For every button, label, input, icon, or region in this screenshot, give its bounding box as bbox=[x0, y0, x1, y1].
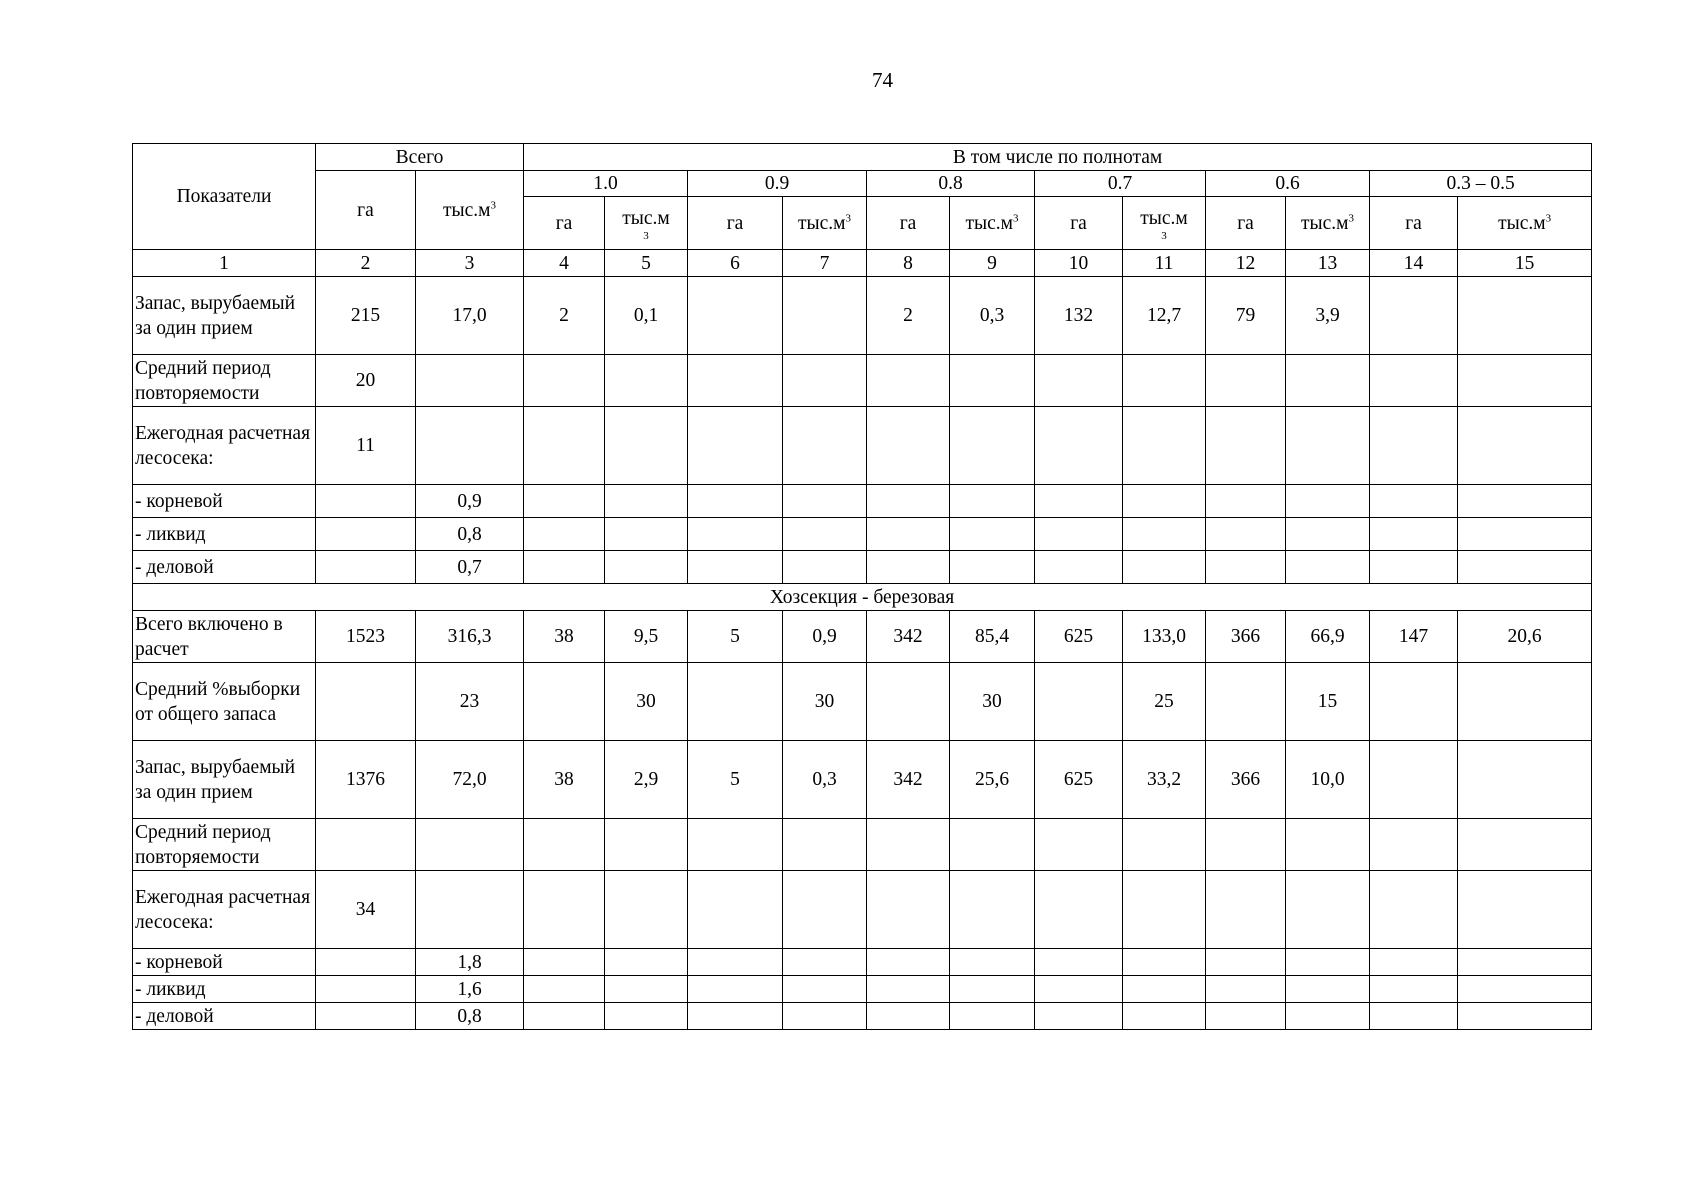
unit-volume-header: тыс.м 3 bbox=[1123, 197, 1206, 250]
unit-ha-header: га bbox=[1035, 197, 1123, 250]
table-cell bbox=[688, 551, 783, 584]
table-cell bbox=[1370, 1003, 1458, 1030]
table-cell: 0,9 bbox=[783, 611, 867, 663]
column-number: 12 bbox=[1206, 250, 1286, 277]
table-cell bbox=[950, 976, 1035, 1003]
table-cell bbox=[688, 407, 783, 485]
table-cell: 133,0 bbox=[1123, 611, 1206, 663]
table-cell bbox=[783, 819, 867, 871]
table-cell bbox=[1206, 355, 1286, 407]
table-cell: 5 bbox=[688, 611, 783, 663]
table-row bbox=[133, 277, 1592, 355]
table-cell: 3,9 bbox=[1286, 277, 1370, 355]
table-cell bbox=[867, 355, 950, 407]
table-cell: 30 bbox=[605, 663, 688, 741]
table-cell bbox=[688, 949, 783, 976]
row-label: Средний %выборки от общего запаса bbox=[133, 663, 316, 741]
table-cell: 33,2 bbox=[1123, 741, 1206, 819]
table-cell bbox=[1035, 663, 1123, 741]
table-cell bbox=[1123, 976, 1206, 1003]
table-cell: 215 bbox=[316, 277, 416, 355]
table-cell bbox=[605, 871, 688, 949]
table-cell bbox=[1286, 355, 1370, 407]
table-cell: 5 bbox=[688, 741, 783, 819]
table-cell: 1376 bbox=[316, 741, 416, 819]
table-cell bbox=[1458, 819, 1592, 871]
table-cell bbox=[688, 1003, 783, 1030]
column-number: 14 bbox=[1370, 250, 1458, 277]
table-cell bbox=[867, 663, 950, 741]
row-label: Ежегодная расчетная лесосека: bbox=[133, 407, 316, 485]
row-label: - деловой bbox=[133, 551, 316, 584]
table-cell bbox=[1035, 407, 1123, 485]
table-cell bbox=[524, 976, 605, 1003]
table-cell: 0,9 bbox=[416, 485, 524, 518]
table-cell bbox=[688, 485, 783, 518]
table-cell bbox=[783, 518, 867, 551]
table-cell bbox=[605, 1003, 688, 1030]
table-cell bbox=[416, 819, 524, 871]
by-density-header: В том числе по полнотам bbox=[524, 144, 1592, 171]
table-cell bbox=[316, 949, 416, 976]
table-cell bbox=[524, 485, 605, 518]
table-cell bbox=[1123, 949, 1206, 976]
table-cell: 366 bbox=[1206, 741, 1286, 819]
table-cell bbox=[688, 663, 783, 741]
table-cell bbox=[524, 551, 605, 584]
table-cell: 625 bbox=[1035, 611, 1123, 663]
table-cell bbox=[416, 355, 524, 407]
unit-volume-header: $тыс.м^3$ bbox=[783, 197, 867, 250]
table-cell bbox=[1286, 949, 1370, 976]
table-cell bbox=[1458, 551, 1592, 584]
table-cell bbox=[316, 1003, 416, 1030]
table-cell bbox=[1206, 949, 1286, 976]
table-cell: 30 bbox=[783, 663, 867, 741]
table-cell bbox=[1035, 518, 1123, 551]
table-cell bbox=[1458, 976, 1592, 1003]
table-cell bbox=[783, 949, 867, 976]
table-cell bbox=[1123, 871, 1206, 949]
table-cell bbox=[605, 819, 688, 871]
table-cell bbox=[605, 355, 688, 407]
table-cell bbox=[1286, 871, 1370, 949]
table-cell: 2 bbox=[867, 277, 950, 355]
density-header: 0.3 – 0.5 bbox=[1370, 171, 1592, 197]
table-cell: 0,8 bbox=[416, 518, 524, 551]
table-cell: 20,6 bbox=[1458, 611, 1592, 663]
unit-ha-header: га bbox=[1370, 197, 1458, 250]
table-cell bbox=[1206, 976, 1286, 1003]
table-cell bbox=[688, 871, 783, 949]
table-cell bbox=[1206, 663, 1286, 741]
table-cell: 2 bbox=[524, 277, 605, 355]
table-cell bbox=[1035, 949, 1123, 976]
column-number: 8 bbox=[867, 250, 950, 277]
table-cell bbox=[867, 976, 950, 1003]
table-cell: 366 bbox=[1206, 611, 1286, 663]
table-cell bbox=[1458, 663, 1592, 741]
table-cell bbox=[524, 407, 605, 485]
table-cell bbox=[1286, 407, 1370, 485]
column-number: 13 bbox=[1286, 250, 1370, 277]
table-cell bbox=[950, 518, 1035, 551]
table-cell bbox=[1370, 819, 1458, 871]
table-cell bbox=[316, 485, 416, 518]
table-cell bbox=[688, 976, 783, 1003]
table-cell: 30 bbox=[950, 663, 1035, 741]
table-cell: 1,8 bbox=[416, 949, 524, 976]
table-cell: 1,6 bbox=[416, 976, 524, 1003]
table-cell: 66,9 bbox=[1286, 611, 1370, 663]
column-number: 1 bbox=[133, 250, 316, 277]
table-cell: 625 bbox=[1035, 741, 1123, 819]
table-cell bbox=[1370, 277, 1458, 355]
table-cell bbox=[1458, 485, 1592, 518]
table-cell bbox=[605, 518, 688, 551]
table-row bbox=[133, 611, 1592, 663]
table-cell bbox=[783, 976, 867, 1003]
total-volume-header: $тыс.м^3$ bbox=[416, 171, 524, 250]
density-header: 0.7 bbox=[1035, 171, 1206, 197]
table-cell: 132 bbox=[1035, 277, 1123, 355]
column-numbers-row bbox=[133, 250, 1592, 277]
table-cell: 72,0 bbox=[416, 741, 524, 819]
table-cell bbox=[1206, 1003, 1286, 1030]
table-row bbox=[133, 976, 1592, 1003]
table-cell bbox=[1206, 871, 1286, 949]
row-label: Запас, вырубаемый за один прием bbox=[133, 277, 316, 355]
table-cell bbox=[1370, 663, 1458, 741]
table-cell bbox=[1035, 1003, 1123, 1030]
unit-volume-header: $тыс.м^3$ bbox=[1286, 197, 1370, 250]
table-cell: 23 bbox=[416, 663, 524, 741]
table-cell bbox=[1286, 551, 1370, 584]
table-cell bbox=[1370, 741, 1458, 819]
table-row bbox=[133, 518, 1592, 551]
table-cell bbox=[524, 518, 605, 551]
table-cell bbox=[416, 407, 524, 485]
unit-ha-header: га bbox=[1206, 197, 1286, 250]
table-cell bbox=[688, 518, 783, 551]
section-rows-group bbox=[133, 611, 1592, 1030]
table-cell bbox=[316, 976, 416, 1003]
table-cell bbox=[605, 485, 688, 518]
column-number: 2 bbox=[316, 250, 416, 277]
table-cell bbox=[950, 1003, 1035, 1030]
unit-volume-header: тыс.м 3 bbox=[605, 197, 688, 250]
row-label: - ликвид bbox=[133, 518, 316, 551]
table-cell bbox=[1370, 871, 1458, 949]
section-title-group bbox=[133, 584, 1592, 611]
table-cell bbox=[1206, 551, 1286, 584]
table-cell bbox=[783, 485, 867, 518]
table-cell bbox=[1035, 355, 1123, 407]
table-cell bbox=[1458, 407, 1592, 485]
column-number: 7 bbox=[783, 250, 867, 277]
table-cell bbox=[1206, 819, 1286, 871]
table-cell: 10,0 bbox=[1286, 741, 1370, 819]
row-label: Запас, вырубаемый за один прием bbox=[133, 741, 316, 819]
table-row bbox=[133, 741, 1592, 819]
table-cell bbox=[1123, 355, 1206, 407]
row-label: Ежегодная расчетная лесосека: bbox=[133, 871, 316, 949]
table-cell bbox=[950, 819, 1035, 871]
table-cell bbox=[950, 871, 1035, 949]
row-label: - корневой bbox=[133, 485, 316, 518]
forest-indicators-table bbox=[132, 143, 1592, 1030]
total-header: Всего bbox=[316, 144, 524, 171]
table-cell bbox=[1035, 976, 1123, 1003]
table-cell: 25,6 bbox=[950, 741, 1035, 819]
unit-volume-header: $тыс.м^3$ bbox=[950, 197, 1035, 250]
column-number: 9 bbox=[950, 250, 1035, 277]
table-cell bbox=[1370, 551, 1458, 584]
table-cell bbox=[605, 949, 688, 976]
density-header: 0.9 bbox=[688, 171, 867, 197]
table-cell bbox=[1286, 485, 1370, 518]
table-cell bbox=[1286, 1003, 1370, 1030]
table-cell: 0,8 bbox=[416, 1003, 524, 1030]
table-cell: 342 bbox=[867, 741, 950, 819]
table-cell bbox=[1123, 551, 1206, 584]
section-title: Хозсекция - березовая bbox=[133, 584, 1592, 611]
table-cell bbox=[867, 551, 950, 584]
table-cell: 34 bbox=[316, 871, 416, 949]
table-cell bbox=[867, 407, 950, 485]
table-row bbox=[133, 663, 1592, 741]
table-cell: 0,3 bbox=[950, 277, 1035, 355]
table-cell bbox=[1370, 485, 1458, 518]
table-cell: 15 bbox=[1286, 663, 1370, 741]
table-cell bbox=[416, 871, 524, 949]
table-cell bbox=[688, 355, 783, 407]
table-cell: 1523 bbox=[316, 611, 416, 663]
row-label: - корневой bbox=[133, 949, 316, 976]
table-cell bbox=[1458, 871, 1592, 949]
table-cell bbox=[783, 277, 867, 355]
density-header: 1.0 bbox=[524, 171, 688, 197]
table-cell bbox=[1370, 949, 1458, 976]
table-cell bbox=[783, 407, 867, 485]
table-row bbox=[133, 1003, 1592, 1030]
table-cell: 25 bbox=[1123, 663, 1206, 741]
table-cell bbox=[1123, 485, 1206, 518]
table-cell bbox=[867, 949, 950, 976]
table-row bbox=[133, 355, 1592, 407]
table-cell: 147 bbox=[1370, 611, 1458, 663]
table-cell bbox=[1286, 518, 1370, 551]
table-cell bbox=[524, 355, 605, 407]
table-cell bbox=[783, 551, 867, 584]
table-cell bbox=[1206, 407, 1286, 485]
row-label: Всего включено в расчет bbox=[133, 611, 316, 663]
table-cell bbox=[867, 819, 950, 871]
table-cell bbox=[1123, 518, 1206, 551]
table-cell bbox=[1286, 819, 1370, 871]
column-number: 10 bbox=[1035, 250, 1123, 277]
table-cell bbox=[1458, 1003, 1592, 1030]
top-rows-group bbox=[133, 277, 1592, 584]
table-cell bbox=[1206, 485, 1286, 518]
table-row bbox=[133, 407, 1592, 485]
table-cell bbox=[1035, 819, 1123, 871]
table-cell: 0,3 bbox=[783, 741, 867, 819]
table-cell bbox=[1458, 277, 1592, 355]
table-cell bbox=[1370, 355, 1458, 407]
table-cell bbox=[1458, 355, 1592, 407]
table-cell bbox=[1370, 518, 1458, 551]
table-cell: 0,1 bbox=[605, 277, 688, 355]
row-label: - деловой bbox=[133, 1003, 316, 1030]
table-cell bbox=[867, 871, 950, 949]
table-cell bbox=[605, 976, 688, 1003]
table-cell bbox=[605, 551, 688, 584]
row-label: - ликвид bbox=[133, 976, 316, 1003]
total-ha-header: га bbox=[316, 171, 416, 250]
table-cell bbox=[1458, 518, 1592, 551]
row-label: Средний период повторяемости bbox=[133, 355, 316, 407]
table-cell bbox=[1035, 871, 1123, 949]
row-label: Средний период повторяемости bbox=[133, 819, 316, 871]
table-cell: 85,4 bbox=[950, 611, 1035, 663]
column-number: 5 bbox=[605, 250, 688, 277]
column-number: 6 bbox=[688, 250, 783, 277]
table-cell bbox=[688, 819, 783, 871]
table-cell bbox=[316, 819, 416, 871]
table-cell bbox=[524, 663, 605, 741]
table-cell bbox=[605, 407, 688, 485]
table-cell: 316,3 bbox=[416, 611, 524, 663]
table-cell bbox=[950, 949, 1035, 976]
table-cell: 38 bbox=[524, 741, 605, 819]
table-cell bbox=[950, 407, 1035, 485]
table-cell bbox=[783, 355, 867, 407]
density-header: 0.8 bbox=[867, 171, 1035, 197]
table-cell: 2,9 bbox=[605, 741, 688, 819]
column-number: 15 bbox=[1458, 250, 1592, 277]
table-cell bbox=[950, 551, 1035, 584]
table-cell bbox=[950, 355, 1035, 407]
table-cell bbox=[783, 1003, 867, 1030]
table-row bbox=[133, 819, 1592, 871]
column-number: 3 bbox=[416, 250, 524, 277]
table-cell: 20 bbox=[316, 355, 416, 407]
table-cell bbox=[1123, 407, 1206, 485]
table-cell bbox=[688, 277, 783, 355]
table-cell bbox=[1370, 976, 1458, 1003]
unit-ha-header: га bbox=[524, 197, 605, 250]
unit-volume-header: $тыс.м^3$ bbox=[1458, 197, 1592, 250]
density-header: 0.6 bbox=[1206, 171, 1370, 197]
table-cell: 11 bbox=[316, 407, 416, 485]
table-cell bbox=[867, 1003, 950, 1030]
table-header bbox=[133, 144, 1592, 277]
table-row bbox=[133, 551, 1592, 584]
unit-ha-header: га bbox=[867, 197, 950, 250]
indicators-header: Показатели bbox=[133, 144, 316, 250]
table-cell bbox=[1035, 551, 1123, 584]
table-cell bbox=[1123, 819, 1206, 871]
table-cell bbox=[1123, 1003, 1206, 1030]
column-number: 4 bbox=[524, 250, 605, 277]
table-cell bbox=[316, 551, 416, 584]
table-cell bbox=[1458, 949, 1592, 976]
table-cell bbox=[1458, 741, 1592, 819]
table-cell bbox=[867, 485, 950, 518]
table-cell bbox=[950, 485, 1035, 518]
table-cell: 38 bbox=[524, 611, 605, 663]
unit-ha-header: га bbox=[688, 197, 783, 250]
table-cell: 79 bbox=[1206, 277, 1286, 355]
table-cell bbox=[524, 949, 605, 976]
table-cell bbox=[524, 819, 605, 871]
table-row bbox=[133, 485, 1592, 518]
table-row bbox=[133, 949, 1592, 976]
table-cell bbox=[316, 663, 416, 741]
table-row bbox=[133, 871, 1592, 949]
table-cell bbox=[1370, 407, 1458, 485]
table-cell: 17,0 bbox=[416, 277, 524, 355]
table-cell: 12,7 bbox=[1123, 277, 1206, 355]
table-cell: 9,5 bbox=[605, 611, 688, 663]
table-cell: 342 bbox=[867, 611, 950, 663]
table-cell bbox=[524, 871, 605, 949]
table-cell bbox=[1206, 518, 1286, 551]
table-cell bbox=[524, 1003, 605, 1030]
table-cell bbox=[316, 518, 416, 551]
table-cell bbox=[1286, 976, 1370, 1003]
table-cell bbox=[1035, 485, 1123, 518]
table-cell: 0,7 bbox=[416, 551, 524, 584]
table-cell bbox=[867, 518, 950, 551]
column-number: 11 bbox=[1123, 250, 1206, 277]
table-cell bbox=[783, 871, 867, 949]
page-number: 74 bbox=[872, 68, 893, 92]
